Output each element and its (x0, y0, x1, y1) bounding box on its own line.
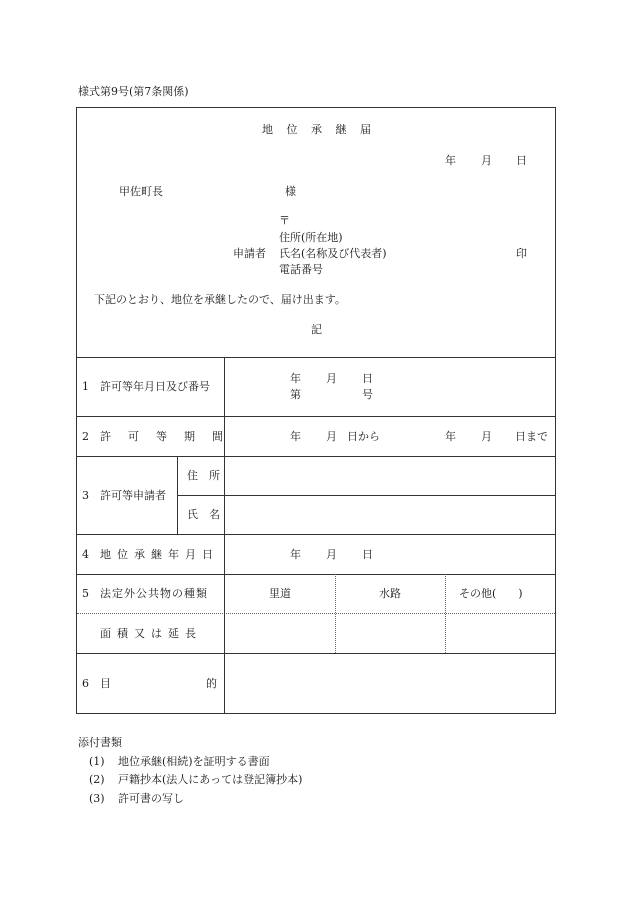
postal-mark: 〒 (279, 214, 290, 227)
row1-month: 月 (326, 372, 337, 385)
frame-left (76, 107, 77, 714)
row5-dotted-line (77, 613, 555, 614)
row6-number: 6 (82, 677, 89, 690)
row5-divider-1 (335, 574, 336, 653)
waterway-option: 水路 (379, 587, 401, 600)
row2-until: 日まで (515, 430, 548, 443)
row2-number: 2 (82, 430, 89, 443)
statement: 下記のとおり、地位を承継したので、届け出ます。 (94, 293, 346, 306)
row4-number: 4 (82, 548, 89, 561)
row3-label: 許可等申請者 (100, 489, 166, 502)
row2-bottom-line (76, 456, 556, 457)
row2-from: 日から (347, 430, 380, 443)
attachment-2-text: 戸籍抄本(法人にあっては登記簿抄本) (118, 773, 303, 786)
road-option: 里道 (269, 587, 291, 600)
area-or-length-label: 面積又は延長 (100, 627, 202, 640)
row2-year-2: 年 (445, 430, 456, 443)
label-column-line (224, 357, 225, 714)
row4-month: 月 (326, 548, 337, 561)
form-title: 地 位 承 継 届 (262, 123, 376, 136)
ki-mark: 記 (311, 323, 322, 336)
date-month-label: 月 (481, 154, 492, 167)
row1-dai: 第 (290, 388, 301, 401)
addressee: 甲佐町長 (119, 185, 163, 198)
row3-number: 3 (82, 489, 89, 502)
row3-name-label: 氏名 (187, 508, 231, 521)
row3-sublabel-line (177, 456, 178, 535)
row6-label-first: 目 (100, 677, 111, 690)
row6-label-second: 的 (206, 677, 217, 690)
row1-go: 号 (362, 388, 373, 401)
attachments-title: 添付書類 (78, 736, 122, 749)
row3-mid-line (177, 495, 556, 496)
row2-month-1: 月 (326, 430, 337, 443)
name-label: 氏名(名称及び代表者) (279, 247, 387, 260)
date-day-label: 日 (516, 154, 527, 167)
honorific: 様 (285, 185, 296, 198)
row3-address-label: 住所 (187, 469, 231, 482)
row1-label: 許可等年月日及び番号 (100, 380, 210, 393)
row5-label: 法定外公共物の種類 (100, 587, 208, 600)
seal-mark: 印 (516, 247, 527, 260)
phone-label: 電話番号 (279, 263, 323, 276)
frame-bottom (76, 713, 556, 714)
other-option: その他( ) (459, 587, 523, 600)
row5-divider-2 (445, 574, 446, 653)
row5-number: 5 (82, 587, 89, 600)
attachment-2-number: (2) (89, 773, 105, 786)
row1-day: 日 (362, 372, 373, 385)
row1-number: 1 (82, 380, 89, 393)
row4-bottom-line (76, 574, 556, 575)
row2-year-1: 年 (290, 430, 301, 443)
table-top-line (76, 357, 556, 358)
row2-month-2: 月 (481, 430, 492, 443)
attachment-3-number: (3) (89, 792, 105, 805)
applicant-role-label: 申請者 (233, 247, 266, 260)
frame-top (76, 107, 556, 108)
row4-day: 日 (362, 548, 373, 561)
row3-bottom-line (76, 534, 556, 535)
row1-year: 年 (290, 372, 301, 385)
row4-year: 年 (290, 548, 301, 561)
address-label: 住所(所在地) (279, 231, 343, 244)
row1-bottom-line (76, 416, 556, 417)
attachment-1-text: 地位承継(相続)を証明する書面 (118, 755, 270, 768)
form-number: 様式第9号(第7条関係) (78, 85, 189, 98)
attachment-1-number: (1) (89, 755, 105, 768)
row2-label: 許可等期間 (100, 430, 240, 443)
frame-right (555, 107, 556, 714)
row4-label: 地位承継年月日 (100, 548, 219, 561)
date-year-label: 年 (445, 154, 456, 167)
row5-bottom-line (76, 653, 556, 654)
attachment-3-text: 許可書の写し (118, 792, 184, 805)
